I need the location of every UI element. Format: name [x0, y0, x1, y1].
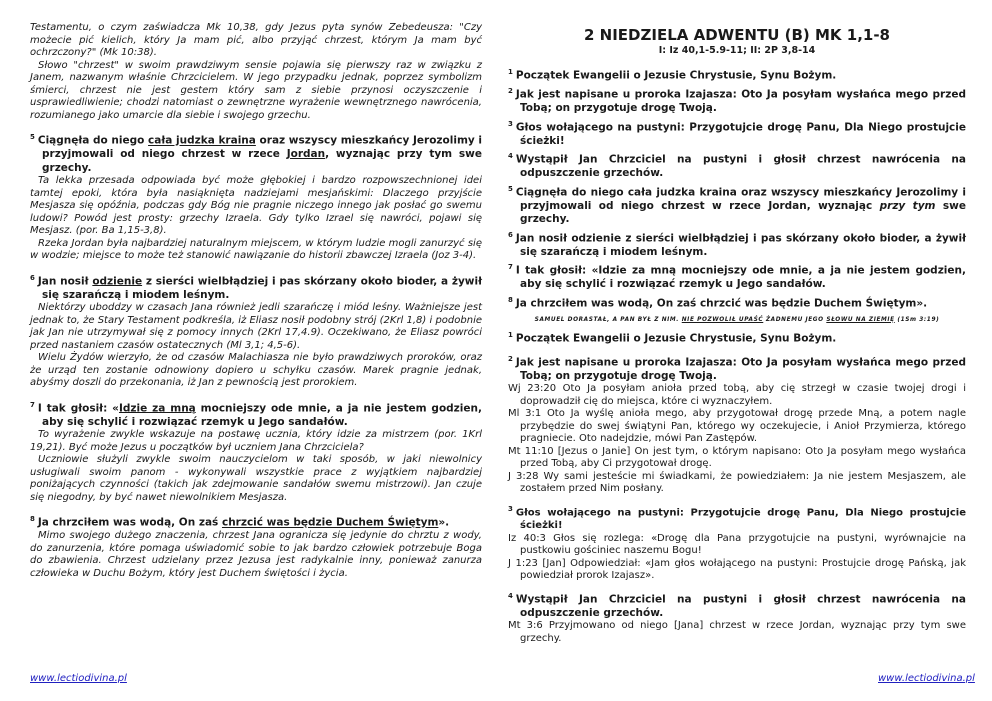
study-verse: $^3$ Głos wołającego na pustyni: Przygotujcie drogę Panu, Dla Niego prostujcie ścieżki! [508, 504, 966, 532]
gospel-verse: $^4$ Wystąpił Jan Chrzciciel na pustyni i głosił chrzest nawrócenia na odpuszczenie grzechów. [508, 152, 966, 179]
cross-reference: Mt 3:6 Przyjmowano od niego [Jana] chrzest w rzece Jordan, wyznając przy tym swe grzechy. [508, 620, 966, 644]
cross-reference: Iz 40:3 Głos się rozlega: «Drogę dla Pana przygotujcie na pustyni, wyrównajcie na pustkowiu gościniec naszemu Bogu! [508, 532, 966, 557]
gospel-verse: $^2$ Jak jest napisane u proroka Izajasza: Oto Ja posyłam wysłańca mego przed Tobą; on przygotuje drogę Twoją. [508, 87, 966, 114]
cross-reference: J 1:23 [Jan] Odpowiedział: «Jam głos wołającego na pustyni: Prostujcie drogę Pańską, jak powiedział prorok Izajasz». [508, 557, 966, 582]
cross-reference: Wj 23:20 Oto Ja posyłam anioła przed tobą, aby cię strzegł w czasie twojej drogi i doprowadził cię do miejsca, które ci wyznaczyłem. [508, 383, 966, 407]
left-column [30, 22, 482, 580]
commentary-paragraph: Mimo swojego dużego znaczenia, chrzest Jana ogranicza się jedynie do chrztu z wody, do zanurzenia, które pomaga uświadomić sobie to jak bardzo człowiek potrzebuje Boga do zbawienia. Chrzest udzielany przez Jezusa jest radykalnie inny, ponieważ zanurza człowieka w Duchu Bożym, który jest Duchem świętości i życia. [30, 530, 482, 579]
verse-8: $^8$ Ja chrzciłem was wodą, On zaś chrzcić was będzie Duchem Świętym». [30, 515, 450, 529]
study-verse: $^4$ Wystąpił Jan Chrzciciel na pustyni i głosił chrzest nawrócenia na odpuszczenie grzechów. [508, 591, 966, 619]
study-verse: $^2$ Jak jest napisane u proroka Izajasza: Oto Ja posyłam wysłańca mego przed Tobą; on przygotuje drogę Twoją. [508, 354, 966, 382]
gospel-verse: $^3$ Głos wołającego na pustyni: Przygotujcie drogę Panu, Dla Niego prostujcie ścieżki! [508, 119, 966, 147]
footer-link-left[interactable]: www.lectiodivina.pl [30, 673, 127, 684]
scripture-quote: SAMUEL DORASTAŁ, A PAN BYŁ Z NIM. NIE POZWOLIŁ UPAŚĆ ŻADNEMU JEGO SŁOWU NA ZIEMIĘ (1Sm 3:19) [534, 316, 940, 323]
study-verse: $^1$ Początek Ewangelii o Jezusie Chrystusie, Synu Bożym. [508, 330, 837, 344]
gospel-verse: $^1$ Początek Ewangelii o Jezusie Chrystusie, Synu Bożym. [508, 68, 837, 82]
commentary-paragraph: Słowo "chrzest" w swoim prawdziwym sensie pojawia się pierwszy raz w związku z Janem, nazwanym właśnie Chrzcicielem. W jego przypadku jednak, poprzez symbolizm śmierci, chrzest nie jest gestem który sam z siebie przynosi oczyszczenie i usprawiedliwienie; chodzi natomiast o zewnętrzne wyrażenie wewnętrznego nawrócenia, rozumianego jako umarcie dla siebie i swojego grzechu. [30, 59, 482, 121]
verse-5: $^5$ Ciągnęła do niego cała judzka kraina oraz wszyscy mieszkańcy Jerozolimy i przyjmowali od niego chrzest w rzece Jordan, wyznając przy tym swe grzechy. [30, 133, 483, 174]
page-title: 2 NIEDZIELA ADWENTU (B) MK 1,1-8 [584, 26, 890, 44]
gospel-verse: $^8$ Ja chrzciłem was wodą, On zaś chrzcić was będzie Duchem Świętym». [508, 295, 928, 309]
cross-reference: Ml 3:1 Oto Ja wyślę anioła mego, aby przygotował drogę przede Mną, a potem nagle przybędzie do swej świątyni Pan, którego wy oczekujecie, i Anioł Przymierza, którego pragniecie. Oto nadejdzie, mówi Pan Zastępów. [508, 408, 966, 444]
gospel-verse: $^7$ I tak głosił: «Idzie za mną mocniejszy ode mnie, a ja nie jestem godzien, aby się schylić i rozwiązać rzemyk u Jego sandałów. [508, 263, 966, 290]
commentary-paragraph: Rzeka Jordan była najbardziej naturalnym miejscem, w którym ludzie mogli zanurzyć się w wodzie; miejsce to może też stanowić nawiązanie do historii zbawczej Izraela (Joz 3-4). [30, 237, 482, 261]
footer-link-right[interactable]: www.lectiodivina.pl [878, 673, 975, 684]
commentary-paragraph: To wyrażenie zwykle wskazuje na postawę ucznia, który idzie za mistrzem (por. 1Krl 19,21). Być może Jezus u początków był uczniem Jana Chrzciciela? [30, 429, 482, 453]
gospel-verse: $^6$ Jan nosił odzienie z sierści wielbłądziej i pas skórzany około bioder, a żywił się szarańczą i miodem leśnym. [508, 230, 966, 258]
readings-subtitle: I: Iz 40,1-5.9-11; II: 2P 3,8-14 [658, 45, 816, 56]
cross-reference: J 3:28 Wy sami jesteście mi świadkami, że powiedziałem: Ja nie jestem Mesjaszem, ale zostałem przed Nim posłany. [508, 470, 966, 494]
commentary-paragraph: Testamentu, o czym zaświadcza Mk 10,38, gdy Jezus pyta synów Zebedeusza: "Czy możecie pić kielich, który Ja mam pić, albo przyjąć chrzest, którym Ja mam być ochrzczony?" (Mk 10:38). [30, 22, 482, 58]
right-column [508, 22, 966, 645]
verse-7: $^7$ I tak głosił: «Idzie za mną mocniejszy ode mnie, a ja nie jestem godzien, aby się schylić i rozwiązać rzemyk u Jego sandałów. [30, 400, 482, 428]
commentary-paragraph: Ta lekka przesada odpowiada być może głębokiej i bardzo rozpowszechnionej idei tamtej epoki, która była nasiąknięta nadziejami mesjańskimi: Dlaczego przyjście Mesjasza się opóźnia, podczas gdy Bóg nie pragnie niczego innego jak posłać go swemu ludowi? Powód jest prosty: grzechy Izraela. Gdy tylko Izrael się nawróci, pojawi się Mesjasz. (por. Ba 1,15-3,8). [30, 175, 482, 236]
cross-reference: Mt 11:10 [Jezus o Janie] On jest tym, o którym napisano: Oto Ja posyłam mego wysłańca przed Tobą, aby Ci przygotował drogę. [508, 445, 966, 469]
commentary-paragraph: Uczniowie służyli zwykle swoim nauczycielom w taki sposób, w jaki niewolnicy usługiwali swoim panom - wykonywali wszystkie prace z wyjątkiem najbardziej poniżających czynności (takich jak zdejmowanie sandałów swemu mistrzowi). Jan czuje się niegodny, by być nawet niewolnikiem Mesjasza. [30, 454, 482, 503]
gospel-verse: $^5$ Ciągnęła do niego cała judzka kraina oraz wszyscy mieszkańcy Jerozolimy i przyjmowali od niego chrzest w rzece Jordan, wyznając przy tym swe grzechy. [508, 184, 966, 225]
verse-6: $^6$ Jan nosił odzienie z sierści wielbłądziej i pas skórzany około bioder, a żywił się szarańczą i miodem leśnym. [30, 273, 482, 301]
commentary-paragraph: Wielu Żydów wierzyło, że od czasów Malachiasza nie było prawdziwych proroków, oraz że urząd ten zostanie odnowiony dopiero u schyłku czasów. Marek pragnie jednak, abyśmy doszli do przekonania, iż Jan z pewnością jest prorokiem. [30, 352, 482, 388]
commentary-paragraph: Niektórzy uboddzy w czasach Jana również jedli szarańczę i miód leśny. Ważniejsze jest jednak to, że Stary Testament podkreśla, iż Eliasz nosił podobny strój (2Krl 1,8) i podobnie jak Jan nie utrzymywał się z pomocy innych (2Krl 17,4.9). Oczekiwano, że Eliasz powróci przed nastaniem czasów ostatecznych (Ml 3,1; 4,5-6). [30, 302, 483, 351]
